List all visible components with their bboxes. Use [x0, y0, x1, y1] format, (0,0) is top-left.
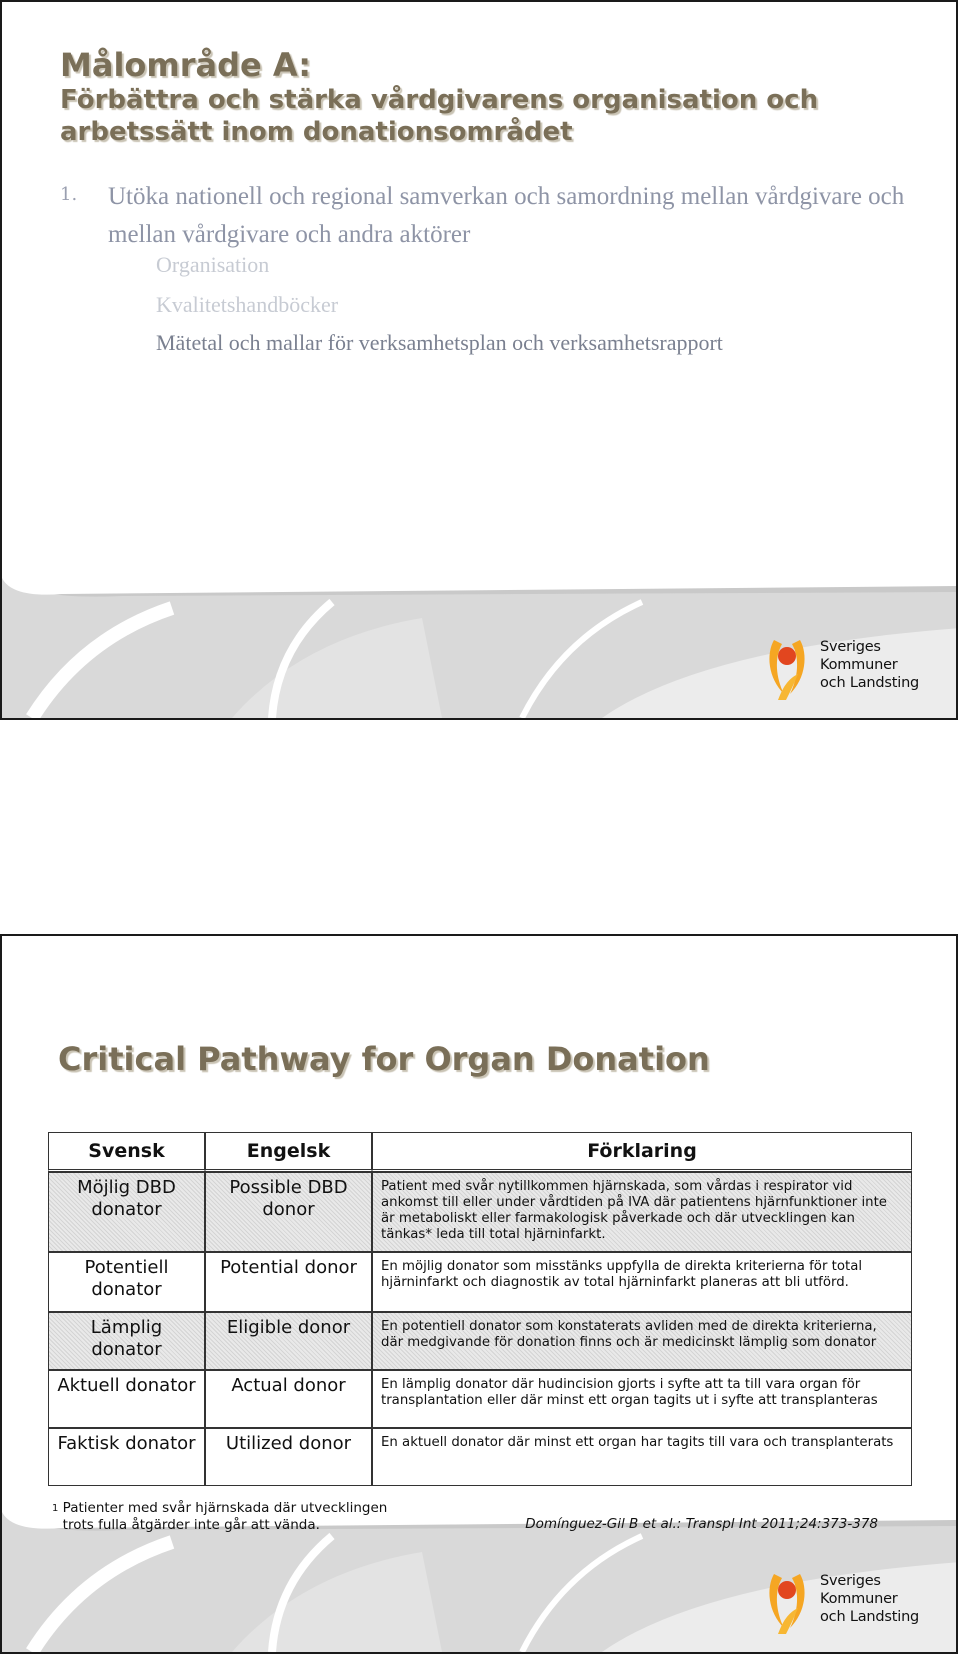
cell-engelsk: Utilized donor — [205, 1428, 372, 1486]
pathway-table — [48, 1132, 912, 1486]
skl-logo-icon — [764, 634, 810, 702]
sub-item-organisation: Organisation — [156, 252, 270, 277]
slide-1-subtitle: Förbättra och stärka vårdgivarens organisation och arbetssätt inom donationsområdet — [60, 85, 819, 147]
table-row — [48, 1312, 912, 1370]
table-row — [48, 1370, 912, 1428]
cell-engelsk: Potential donor — [205, 1252, 372, 1312]
sub-item-kvalitetshandbocker: Kvalitetshandböcker — [156, 292, 339, 317]
column-header-engelsk: Engelsk — [205, 1132, 372, 1172]
skl-logo-text — [820, 1572, 919, 1626]
logo-line-3: och Landsting — [820, 1609, 920, 1625]
logo-line-2: Kommuner — [820, 1591, 898, 1607]
cell-forklaring: En aktuell donator där minst ett organ har tagits till vara och transplanterats — [372, 1428, 912, 1486]
slide-1-title: Målområde A: — [60, 46, 312, 84]
sub-item-matetal: Mätetal och mallar för verksamhetsplan och verksamhetsrapport — [156, 330, 723, 355]
table-row — [48, 1428, 912, 1486]
footnote-marker: 1 — [52, 1503, 59, 1514]
logo-line-2: Kommuner — [820, 657, 898, 673]
cell-forklaring: Patient med svår nytillkommen hjärnskada, som vårdas i respirator vid ankomst till eller under vårdtiden på IVA där patientens hjärnfunktioner inte är metaboliskt eller farmakologisk påverkade och där utvecklingen kan tänkas* leda till total hjärninfarkt. — [372, 1172, 912, 1252]
logo-line-3: och Landsting — [820, 675, 920, 691]
column-header-forklaring: Förklaring — [372, 1132, 912, 1172]
cell-engelsk: Possible DBD donor — [205, 1172, 372, 1252]
list-item-number: 1. — [60, 184, 78, 205]
skl-logo-text — [820, 638, 919, 692]
column-header-svensk: Svensk — [48, 1132, 205, 1172]
skl-logo-icon — [764, 1568, 810, 1636]
cell-forklaring: En möjlig donator som misstänks uppfylla de direkta kriterierna för total hjärninfarkt och diagnostik av total hjärninfarkt planeras att bli utförd. — [372, 1252, 912, 1312]
cell-engelsk: Eligible donor — [205, 1312, 372, 1370]
cell-forklaring: En lämplig donator där hudincision gjorts i syfte att ta till vara organ för transplantation eller där minst ett organ tagits ut i syfte att transplanteras — [372, 1370, 912, 1428]
cell-svensk: Lämplig donator — [48, 1312, 205, 1370]
cell-engelsk: Actual donor — [205, 1370, 372, 1428]
table-row — [48, 1252, 912, 1312]
cell-svensk: Möjlig DBD donator — [48, 1172, 205, 1252]
cell-svensk: Potentiell donator — [48, 1252, 205, 1312]
skl-logo — [764, 1568, 934, 1638]
logo-line-1: Sveriges — [820, 639, 881, 655]
table-row — [48, 1172, 912, 1252]
footnote-text: Patienter med svår hjärnskada där utvecklingen trots fulla åtgärder inte går att vända. — [62, 1500, 388, 1533]
list-item-text: Utöka nationell och regional samverkan och samordning mellan vårdgivare och mellan vårdgivare och andra aktörer — [108, 183, 905, 248]
skl-logo — [764, 634, 934, 704]
slide-2-title: Critical Pathway for Organ Donation — [58, 1040, 710, 1078]
slide-1 — [0, 0, 958, 720]
footnote — [52, 1500, 393, 1534]
cell-svensk: Faktisk donator — [48, 1428, 205, 1486]
logo-line-1: Sveriges — [820, 1573, 881, 1589]
cell-svensk: Aktuell donator — [48, 1370, 205, 1428]
table-header-row — [48, 1132, 912, 1172]
cell-forklaring: En potentiell donator som konstaterats avliden med de direkta kriterierna, där medgivande för donation finns och är medicinskt lämplig som donator — [372, 1312, 912, 1370]
citation: Domínguez-Gil B et al.: Transpl Int 2011;24:373-378 — [525, 1516, 878, 1532]
